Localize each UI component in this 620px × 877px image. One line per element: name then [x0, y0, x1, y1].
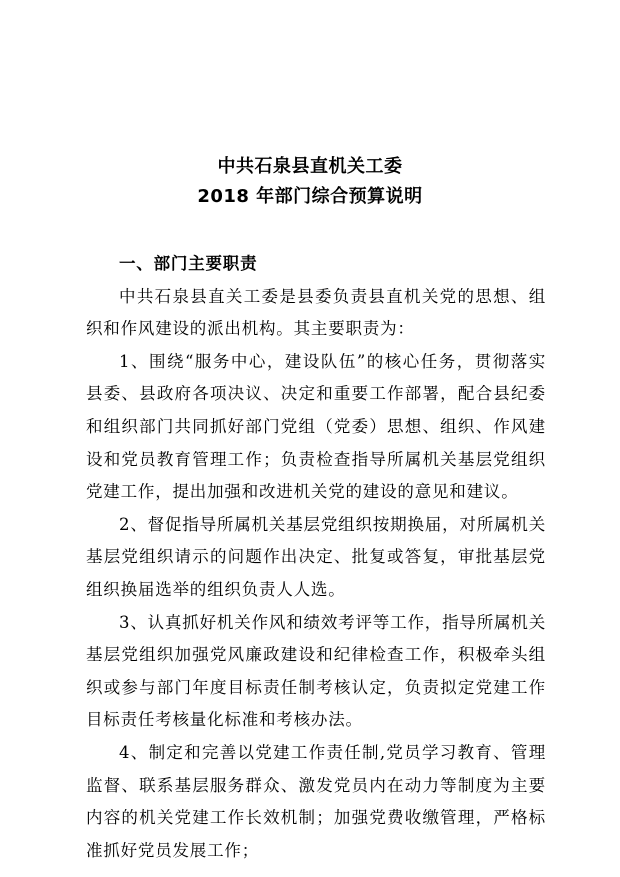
paragraph-duty-2: 2、督促指导所属机关基层党组织按期换届，对所属机关基层党组织请示的问题作出决定、批复或答复，审批基层党组织换届选举的组织负责人人选。 [86, 514, 546, 599]
section-heading-main-duties: 一、部门主要职责 [119, 254, 258, 273]
paragraph-duty-1: 1、围绕“服务中心，建设队伍”的核心任务，贯彻落实县委、县政府各项决议、决定和重要工作部署，配合县纪委和组织部门共同抓好部门党组（党委）思想、组织、作风建设和党员教育管理工作；负责检查指导所属机关基层党组织党建工作，提出加强和改进机关党的建设的意见和建议。 [86, 351, 546, 502]
paragraph-duty-4: 4、制定和完善以党建工作责任制,党员学习教育、管理监督、联系基层服务群众、激发党员内在动力等制度为主要内容的机关党建工作长效机制；加强党费收缴管理，严格标准抓好党员发展工作； [86, 742, 546, 860]
title-line-organization: 中共石泉县直机关工委 [217, 156, 403, 177]
document-title [0, 152, 620, 212]
document-body [86, 248, 546, 867]
paragraph-intro: 中共石泉县直关工委是县委负责县直机关党的思想、组织和作风建设的派出机构。其主要职责为： [86, 286, 546, 339]
title-line-budget-explanation: 2018 年部门综合预算说明 [197, 186, 423, 207]
paragraph-duty-3: 3、认真抓好机关作风和绩效考评等工作，指导所属机关基层党组织加强党风廉政建设和纪律检查工作，积极牵头组织或参与部门年度目标责任制考核认定，负责拟定党建工作目标责任考核量化标准和考核办法。 [86, 612, 546, 730]
